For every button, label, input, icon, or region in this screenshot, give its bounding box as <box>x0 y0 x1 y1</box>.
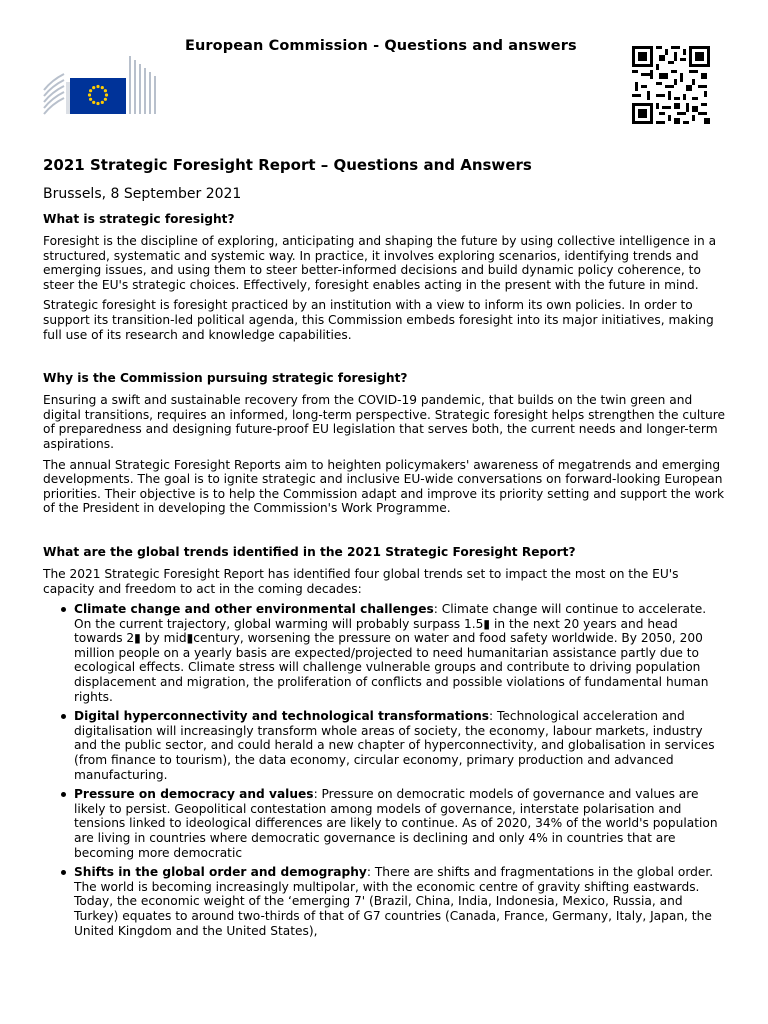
trend-title: Climate change and other environmental challenges <box>74 602 434 617</box>
section-global-trends <box>43 544 725 938</box>
paragraph: Foresight is the discipline of exploring, anticipating and shaping the future by using collective intelligence in a structured, systematic and systemic way. In practice, it involves exploring scenarios, identifying trends and emerging issues, and using them to steer better-informed decisions and build dynamic policy coherence, to steer the EU's strategic choices. Effectively, foresight enables acting in the present with the future in mind. <box>43 234 717 292</box>
header-title: European Commission - Questions and answers <box>185 38 577 54</box>
eu-commission-logo <box>42 50 162 120</box>
list-item <box>74 709 725 782</box>
trend-title: Digital hyperconnectivity and technological transformations <box>74 709 490 724</box>
paragraph: Ensuring a swift and sustainable recovery from the COVID-19 pandemic, that builds on the twin green and digital transitions, requires an informed, long-term perspective. Strategic foresight helps strengthen the culture of preparedness and designing future-proof EU legislation that serves both, the current needs and longer-term aspirations. <box>43 393 725 451</box>
list-item <box>74 787 725 860</box>
trend-text: : There are shifts and fragmentations in the global order. The world is becoming increasingly multipolar, with the economic centre of gravity shifting eastwards. Today, the economic weight of the ‘emerging 7' (Brazil, China, India, Indonesia, Mexico, Russia, and Turkey) equates to around two-thirds of that of G7 countries (Canada, France, Germany, Italy, Japan, the United Kingdom and the United States), <box>74 865 714 938</box>
trend-title: Pressure on democracy and values <box>74 787 314 802</box>
trend-text: : Technological acceleration and digitalisation will increasingly transform whole areas of society, the economy, labour markets, industry and the public sector, and could herald a new chapter of hyperconnectivity, and globalisation in services (from finance to tourism), the data economy, circular economy, primary production and advanced manufacturing. <box>74 709 715 782</box>
trends-list <box>43 602 725 938</box>
list-item <box>74 865 725 938</box>
paragraph: The annual Strategic Foresight Reports aim to heighten policymakers' awareness of megatrends and emerging developments. The goal is to ignite strategic and inclusive EU-wide conversations on forward-looking European priorities. Their objective is to help the Commission adapt and improve its priority setting and support the work of the President in developing the Commission's Work Programme. <box>43 457 725 516</box>
section-heading: What is strategic foresight? <box>43 212 235 226</box>
paragraph: Strategic foresight is foresight practiced by an institution with a view to inform its own policies. In order to support its transition-led political agenda, this Commission embeds foresight into its major initiatives, making full use of its research and knowledge capabilities. <box>43 298 714 342</box>
section-why-foresight <box>43 370 725 516</box>
qr-code-icon <box>632 46 710 124</box>
paragraph: The 2021 Strategic Foresight Report has identified four global trends set to impact the most on the EU's capacity and freedom to act in the coming decades: <box>43 566 679 596</box>
dateline: Brussels, 8 September 2021 <box>43 186 242 202</box>
section-what-is-foresight <box>43 211 725 342</box>
trend-text: : Pressure on democratic models of governance and values are likely to persist. Geopolitical contestation among models of governance, interstate polarisation and tensions linked to ideological differences are likely to continue. As of 2020, 34% of the world's population are living in countries where democratic governance is declining and only 4% in countries that are becoming more democratic <box>74 787 718 860</box>
trend-text: : Climate change will continue to accelerate. On the current trajectory, global warming will probably surpass 1.5▮ in the next 20 years and head towards 2▮ by mid▮century, worsening the pressure on water and food safety worldwide. By 2050, 200 million people on a yearly basis are expected/projected to need humanitarian assistance partly due to ecological effects. Climate stress will challenge vulnerable groups and contribute to driving population displacement and migration, the proliferation of conflicts and possible violations of fundamental human rights. <box>74 602 709 704</box>
document-title: 2021 Strategic Foresight Report – Questions and Answers <box>43 156 532 174</box>
list-item <box>74 602 725 704</box>
trend-title: Shifts in the global order and demography <box>74 865 367 880</box>
section-heading: What are the global trends identified in the 2021 Strategic Foresight Report? <box>43 544 576 559</box>
section-heading: Why is the Commission pursuing strategic foresight? <box>43 371 408 386</box>
document-body <box>43 155 725 943</box>
